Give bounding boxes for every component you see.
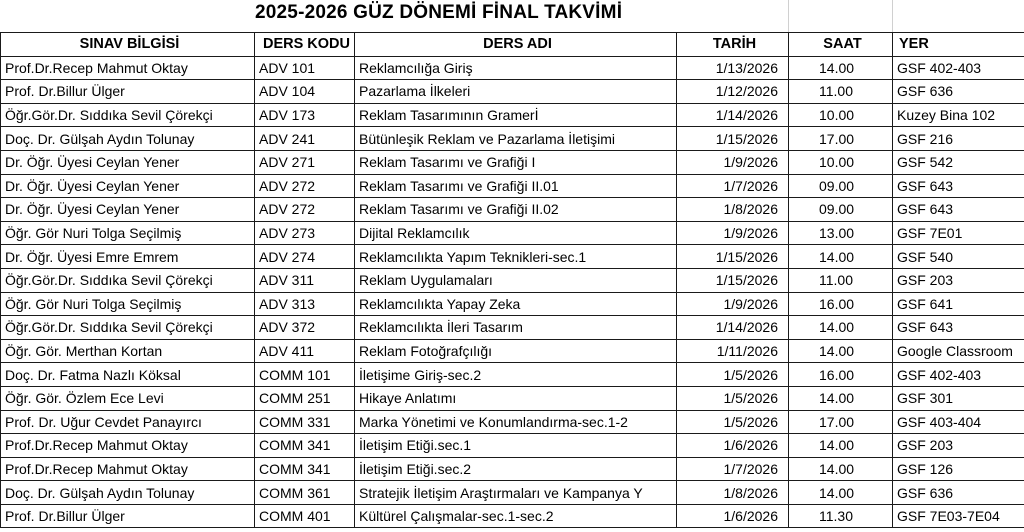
cell-ad[interactable]: Reklam Tasarımı ve Grafiği I (355, 150, 677, 174)
table-row (1, 457, 1024, 481)
cell-yer[interactable]: GSF 643 (893, 316, 1024, 340)
col-header-tarih[interactable]: TARİH (677, 33, 789, 57)
cell-tarih[interactable]: 1/5/2026 (677, 386, 789, 410)
table-row (1, 410, 1024, 434)
cell-sinav[interactable]: Doç. Dr. Fatma Nazlı Köksal (1, 363, 255, 387)
cell-saat[interactable]: 13.00 (789, 221, 893, 245)
cell-sinav[interactable]: Öğr.Gör.Dr. Sıddıka Sevil Çörekçi (1, 103, 255, 127)
cell-tarih[interactable]: 1/14/2026 (677, 103, 789, 127)
cell-sinav[interactable]: Öğr. Gör. Özlem Ece Levi (1, 386, 255, 410)
cell-sinav[interactable]: Prof. Dr.Billur Ülger (1, 80, 255, 104)
cell-tarih[interactable]: 1/8/2026 (677, 481, 789, 505)
cell-saat[interactable]: 16.00 (789, 292, 893, 316)
cell-sinav[interactable]: Doç. Dr. Gülşah Aydın Tolunay (1, 127, 255, 151)
cell-tarih[interactable]: 1/9/2026 (677, 292, 789, 316)
cell-ad[interactable]: Kültürel Çalışmalar-sec.1-sec.2 (355, 504, 677, 528)
cell-tarih[interactable]: 1/15/2026 (677, 245, 789, 269)
exam-schedule-table (0, 32, 1024, 528)
cell-ad[interactable]: Reklam Uygulamaları (355, 268, 677, 292)
table-row (1, 292, 1024, 316)
cell-tarih[interactable]: 1/6/2026 (677, 434, 789, 458)
cell-yer[interactable]: GSF 403-404 (893, 410, 1024, 434)
cell-saat[interactable]: 14.00 (789, 457, 893, 481)
cell-kod[interactable]: ADV 313 (255, 292, 355, 316)
cell-sinav[interactable]: Öğr. Gör Nuri Tolga Seçilmiş (1, 292, 255, 316)
cell-sinav[interactable]: Dr. Öğr. Üyesi Emre Emrem (1, 245, 255, 269)
cell-sinav[interactable]: Öğr.Gör.Dr. Sıddıka Sevil Çörekçi (1, 316, 255, 340)
cell-kod[interactable]: COMM 341 (255, 434, 355, 458)
cell-kod[interactable]: ADV 271 (255, 150, 355, 174)
table-row (1, 127, 1024, 151)
cell-yer[interactable]: Google Classroom (893, 339, 1024, 363)
cell-sinav[interactable]: Doç. Dr. Gülşah Aydın Tolunay (1, 481, 255, 505)
title-row (0, 0, 1024, 32)
cell-ad[interactable]: İletişime Giriş-sec.2 (355, 363, 677, 387)
cell-tarih[interactable]: 1/9/2026 (677, 150, 789, 174)
table-body (1, 56, 1024, 528)
cell-saat[interactable]: 11.00 (789, 80, 893, 104)
cell-saat[interactable]: 09.00 (789, 174, 893, 198)
col-header-kod[interactable]: DERS KODU (255, 33, 355, 57)
cell-yer[interactable]: GSF 7E01 (893, 221, 1024, 245)
cell-kod[interactable]: ADV 104 (255, 80, 355, 104)
cell-ad[interactable]: Reklamcılıkta İleri Tasarım (355, 316, 677, 340)
cell-sinav[interactable]: Prof. Dr.Billur Ülger (1, 504, 255, 528)
table-row (1, 150, 1024, 174)
table-row (1, 386, 1024, 410)
cell-ad[interactable]: Reklamcılığa Giriş (355, 56, 677, 80)
table-row (1, 434, 1024, 458)
cell-kod[interactable]: COMM 331 (255, 410, 355, 434)
cell-tarih[interactable]: 1/13/2026 (677, 56, 789, 80)
cell-ad[interactable]: Dijital Reklamcılık (355, 221, 677, 245)
cell-sinav[interactable]: Dr. Öğr. Üyesi Ceylan Yener (1, 150, 255, 174)
col-header-ad[interactable]: DERS ADI (355, 33, 677, 57)
cell-tarih[interactable]: 1/9/2026 (677, 221, 789, 245)
cell-kod[interactable]: ADV 272 (255, 174, 355, 198)
cell-saat[interactable]: 14.00 (789, 386, 893, 410)
cell-saat[interactable]: 16.00 (789, 363, 893, 387)
cell-yer[interactable]: GSF 402-403 (893, 56, 1024, 80)
cell-kod[interactable]: COMM 101 (255, 363, 355, 387)
cell-yer[interactable]: GSF 540 (893, 245, 1024, 269)
cell-kod[interactable]: ADV 241 (255, 127, 355, 151)
cell-yer[interactable]: GSF 203 (893, 268, 1024, 292)
cell-kod[interactable]: ADV 311 (255, 268, 355, 292)
col-header-saat[interactable]: SAAT (789, 33, 893, 57)
cell-kod[interactable]: ADV 274 (255, 245, 355, 269)
cell-saat[interactable]: 14.00 (789, 245, 893, 269)
cell-saat[interactable]: 17.00 (789, 127, 893, 151)
cell-kod[interactable]: COMM 251 (255, 386, 355, 410)
cell-yer[interactable]: GSF 636 (893, 481, 1024, 505)
cell-ad[interactable]: Reklam Tasarımının Gramerİ (355, 103, 677, 127)
table-row (1, 504, 1024, 528)
cell-kod[interactable]: ADV 101 (255, 56, 355, 80)
cell-tarih[interactable]: 1/7/2026 (677, 174, 789, 198)
cell-kod[interactable]: ADV 273 (255, 221, 355, 245)
cell-ad[interactable]: Reklamcılıkta Yapay Zeka (355, 292, 677, 316)
cell-sinav[interactable]: Prof.Dr.Recep Mahmut Oktay (1, 434, 255, 458)
cell-ad[interactable]: Reklam Tasarımı ve Grafiği II.01 (355, 174, 677, 198)
cell-tarih[interactable]: 1/7/2026 (677, 457, 789, 481)
cell-ad[interactable]: Pazarlama İlkeleri (355, 80, 677, 104)
cell-sinav[interactable]: Prof.Dr.Recep Mahmut Oktay (1, 56, 255, 80)
cell-tarih[interactable]: 1/5/2026 (677, 410, 789, 434)
cell-yer[interactable]: GSF 402-403 (893, 363, 1024, 387)
cell-ad[interactable]: Bütünleşik Reklam ve Pazarlama İletişimi (355, 127, 677, 151)
cell-kod[interactable]: COMM 401 (255, 504, 355, 528)
cell-sinav[interactable]: Öğr.Gör.Dr. Sıddıka Sevil Çörekçi (1, 268, 255, 292)
cell-saat[interactable]: 14.00 (789, 481, 893, 505)
cell-tarih[interactable]: 1/14/2026 (677, 316, 789, 340)
cell-ad[interactable]: Stratejik İletişim Araştırmaları ve Kampanya Y (355, 481, 677, 505)
cell-yer[interactable]: GSF 636 (893, 80, 1024, 104)
table-row (1, 103, 1024, 127)
table-row (1, 245, 1024, 269)
cell-saat[interactable]: 10.00 (789, 150, 893, 174)
cell-yer[interactable]: GSF 643 (893, 198, 1024, 222)
cell-ad[interactable]: Hikaye Anlatımı (355, 386, 677, 410)
cell-ad[interactable]: Reklam Tasarımı ve Grafiği II.02 (355, 198, 677, 222)
cell-saat[interactable]: 17.00 (789, 410, 893, 434)
header-row (1, 33, 1024, 57)
cell-saat[interactable]: 11.00 (789, 268, 893, 292)
cell-saat[interactable]: 14.00 (789, 434, 893, 458)
cell-saat[interactable]: 09.00 (789, 198, 893, 222)
cell-kod[interactable]: COMM 361 (255, 481, 355, 505)
cell-tarih[interactable]: 1/15/2026 (677, 127, 789, 151)
cell-saat[interactable]: 11.30 (789, 504, 893, 528)
cell-ad[interactable]: Marka Yönetimi ve Konumlandırma-sec.1-2 (355, 410, 677, 434)
cell-yer[interactable]: GSF 216 (893, 127, 1024, 151)
cell-yer[interactable]: Kuzey Bina 102 (893, 103, 1024, 127)
table-row (1, 268, 1024, 292)
cell-yer[interactable]: GSF 126 (893, 457, 1024, 481)
page-title: 2025-2026 GÜZ DÖNEMİ FİNAL TAKVİMİ (255, 2, 623, 23)
cell-ad[interactable]: İletişim Etiği.sec.2 (355, 457, 677, 481)
column-gridline (788, 0, 789, 32)
cell-yer[interactable]: GSF 643 (893, 174, 1024, 198)
table-row (1, 316, 1024, 340)
cell-sinav[interactable]: Öğr. Gör. Merthan Kortan (1, 339, 255, 363)
cell-sinav[interactable]: Dr. Öğr. Üyesi Ceylan Yener (1, 198, 255, 222)
cell-yer[interactable]: GSF 542 (893, 150, 1024, 174)
cell-kod[interactable]: ADV 372 (255, 316, 355, 340)
cell-kod[interactable]: ADV 411 (255, 339, 355, 363)
col-header-yer[interactable]: YER (893, 33, 1024, 57)
cell-kod[interactable]: ADV 272 (255, 198, 355, 222)
table-row (1, 198, 1024, 222)
cell-sinav[interactable]: Prof. Dr. Uğur Cevdet Panayırcı (1, 410, 255, 434)
cell-saat[interactable]: 14.00 (789, 339, 893, 363)
cell-yer[interactable]: GSF 203 (893, 434, 1024, 458)
table-row (1, 174, 1024, 198)
cell-sinav[interactable]: Dr. Öğr. Üyesi Ceylan Yener (1, 174, 255, 198)
cell-saat[interactable]: 14.00 (789, 316, 893, 340)
cell-sinav[interactable]: Prof.Dr.Recep Mahmut Oktay (1, 457, 255, 481)
col-header-sinav[interactable]: SINAV BİLGİSİ (1, 33, 255, 57)
cell-yer[interactable]: GSF 7E03-7E04 (893, 504, 1024, 528)
column-gridline (892, 0, 893, 32)
table-row (1, 363, 1024, 387)
table-row (1, 56, 1024, 80)
cell-saat[interactable]: 14.00 (789, 56, 893, 80)
table-row (1, 80, 1024, 104)
cell-kod[interactable]: COMM 341 (255, 457, 355, 481)
cell-tarih[interactable]: 1/6/2026 (677, 504, 789, 528)
cell-yer[interactable]: GSF 301 (893, 386, 1024, 410)
table-row (1, 339, 1024, 363)
cell-kod[interactable]: ADV 173 (255, 103, 355, 127)
table-row (1, 221, 1024, 245)
table-row (1, 481, 1024, 505)
cell-tarih[interactable]: 1/8/2026 (677, 198, 789, 222)
cell-sinav[interactable]: Öğr. Gör Nuri Tolga Seçilmiş (1, 221, 255, 245)
cell-ad[interactable]: Reklamcılıkta Yapım Teknikleri-sec.1 (355, 245, 677, 269)
cell-ad[interactable]: İletişim Etiği.sec.1 (355, 434, 677, 458)
cell-yer[interactable]: GSF 641 (893, 292, 1024, 316)
cell-tarih[interactable]: 1/15/2026 (677, 268, 789, 292)
cell-tarih[interactable]: 1/12/2026 (677, 80, 789, 104)
cell-saat[interactable]: 10.00 (789, 103, 893, 127)
cell-ad[interactable]: Reklam Fotoğrafçılığı (355, 339, 677, 363)
cell-tarih[interactable]: 1/11/2026 (677, 339, 789, 363)
cell-tarih[interactable]: 1/5/2026 (677, 363, 789, 387)
